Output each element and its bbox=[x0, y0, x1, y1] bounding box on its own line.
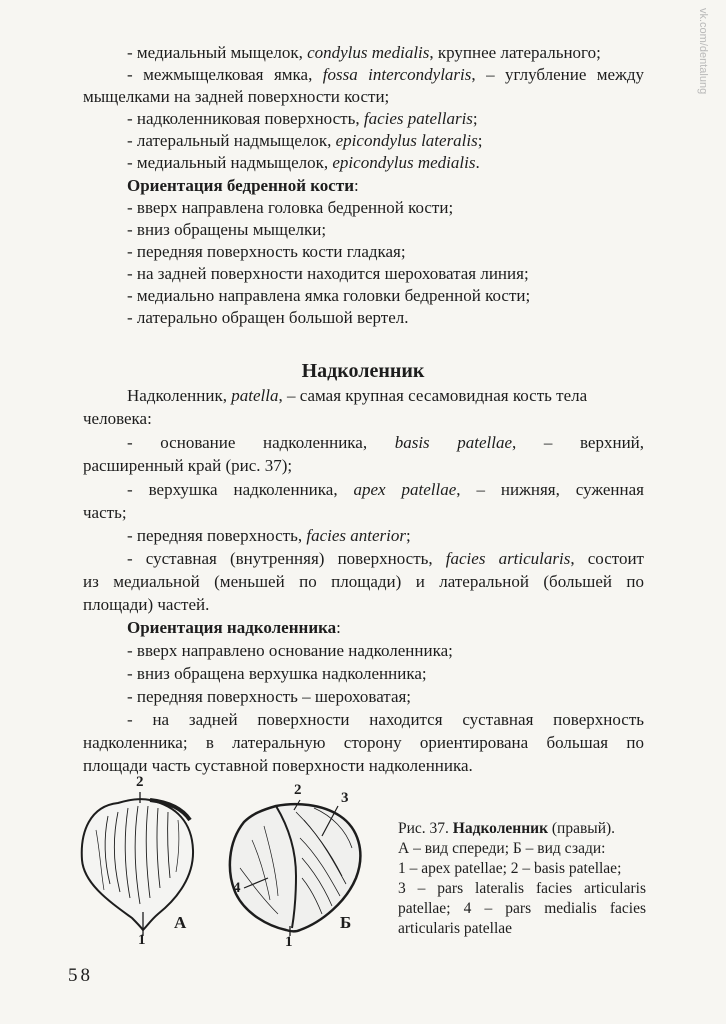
list-item-fossa-cont: мыщелками на задней поверхности кости; bbox=[83, 87, 390, 106]
femur-orientation-item: - вниз обращены мыщелки; bbox=[127, 220, 327, 239]
section-title: Надколенник bbox=[301, 360, 425, 382]
list-item-facies-patellaris: - надколенниковая поверхность, facies patellaris; bbox=[127, 109, 478, 128]
patella-orientation-item: - передняя поверхность – шероховатая; bbox=[127, 687, 412, 706]
caption-line: 1 – apex patellae; 2 – basis patellae; bbox=[398, 860, 622, 877]
patella-orientation-item: - на задней поверхности находится суставная поверхность bbox=[127, 710, 644, 729]
femur-orientation-item: - медиально направлена ямка головки бедренной кости; bbox=[127, 286, 531, 305]
caption-title-line: Рис. 37. Надколенник (правый). bbox=[398, 820, 616, 837]
figure-caption bbox=[398, 819, 646, 939]
caption-line: patellae; 4 – pars medialis facies bbox=[398, 900, 646, 917]
caption-line: 3 – pars lateralis facies articularis bbox=[398, 880, 646, 897]
patella-orientation-item: - вниз обращена верхушка надколенника; bbox=[127, 664, 427, 683]
watermark: vk.com/dentalung bbox=[697, 8, 709, 95]
patella-apex: - верхушка надколенника, apex patellae, – нижняя, суженная bbox=[127, 480, 644, 499]
patella-intro-cont: человека: bbox=[83, 409, 152, 428]
femur-orientation-title: Ориентация бедренной кости: bbox=[127, 176, 359, 195]
figure-b-label-4: 4 bbox=[233, 880, 241, 896]
figure-a-label-2: 2 bbox=[136, 774, 144, 790]
patella-orientation-item: - вверх направлено основание надколенника; bbox=[127, 641, 453, 660]
patella-orientation-title: Ориентация надколенника: bbox=[127, 618, 341, 637]
figure-b-label-1: 1 bbox=[285, 934, 293, 950]
patella-orientation-item-cont: площади часть суставной поверхности надколенника. bbox=[83, 756, 473, 775]
patella-articular-cont: площади) частей. bbox=[83, 595, 210, 614]
femur-orientation-item: - латерально обращен большой вертел. bbox=[127, 308, 409, 327]
caption-line: А – вид спереди; Б – вид сзади: bbox=[398, 840, 606, 857]
figure-label-b: Б bbox=[340, 913, 352, 932]
patella-articular-cont: из медиальной (меньшей по площади) и латеральной (большей по bbox=[83, 572, 644, 591]
patella-articular: - суставная (внутренняя) поверхность, facies articularis, состоит bbox=[127, 549, 644, 568]
figure-b-label-3: 3 bbox=[341, 790, 349, 806]
page-number: 58 bbox=[68, 965, 93, 986]
figure-b-label-2: 2 bbox=[294, 782, 302, 798]
patella-apex-cont: часть; bbox=[83, 503, 127, 522]
patella-anterior: - передняя поверхность, facies anterior; bbox=[127, 526, 411, 545]
list-item-epicondylus-lateralis: - латеральный надмыщелок, epicondylus lateralis; bbox=[127, 131, 483, 150]
femur-orientation-item: - передняя поверхность кости гладкая; bbox=[127, 242, 406, 261]
patella-base-cont: расширенный край (рис. 37); bbox=[83, 456, 293, 475]
list-item-epicondylus-medialis: - медиальный надмыщелок, epicondylus medialis. bbox=[127, 153, 480, 172]
patella-intro: Надколенник, patella, – самая крупная сесамовидная кость тела bbox=[127, 386, 588, 405]
caption-line: articularis patellae bbox=[398, 920, 513, 937]
figure-label-a: А bbox=[174, 913, 187, 932]
list-item-condylus-medialis: - медиальный мыщелок, condylus medialis, крупнее латерального; bbox=[127, 43, 601, 62]
femur-orientation-item: - на задней поверхности находится шероховатая линия; bbox=[127, 264, 529, 283]
patella-orientation-item-cont: надколенника; в латеральную сторону ориентирована большая по bbox=[83, 733, 644, 752]
list-item-fossa: - межмыщелковая ямка, fossa intercondylaris, – углубление между bbox=[127, 65, 645, 84]
femur-orientation-item: - вверх направлена головка бедренной кости; bbox=[127, 198, 454, 217]
patella-base: - основание надколенника, basis patellae, – верхний, bbox=[127, 433, 645, 452]
figure-a-label-1: 1 bbox=[138, 932, 146, 948]
